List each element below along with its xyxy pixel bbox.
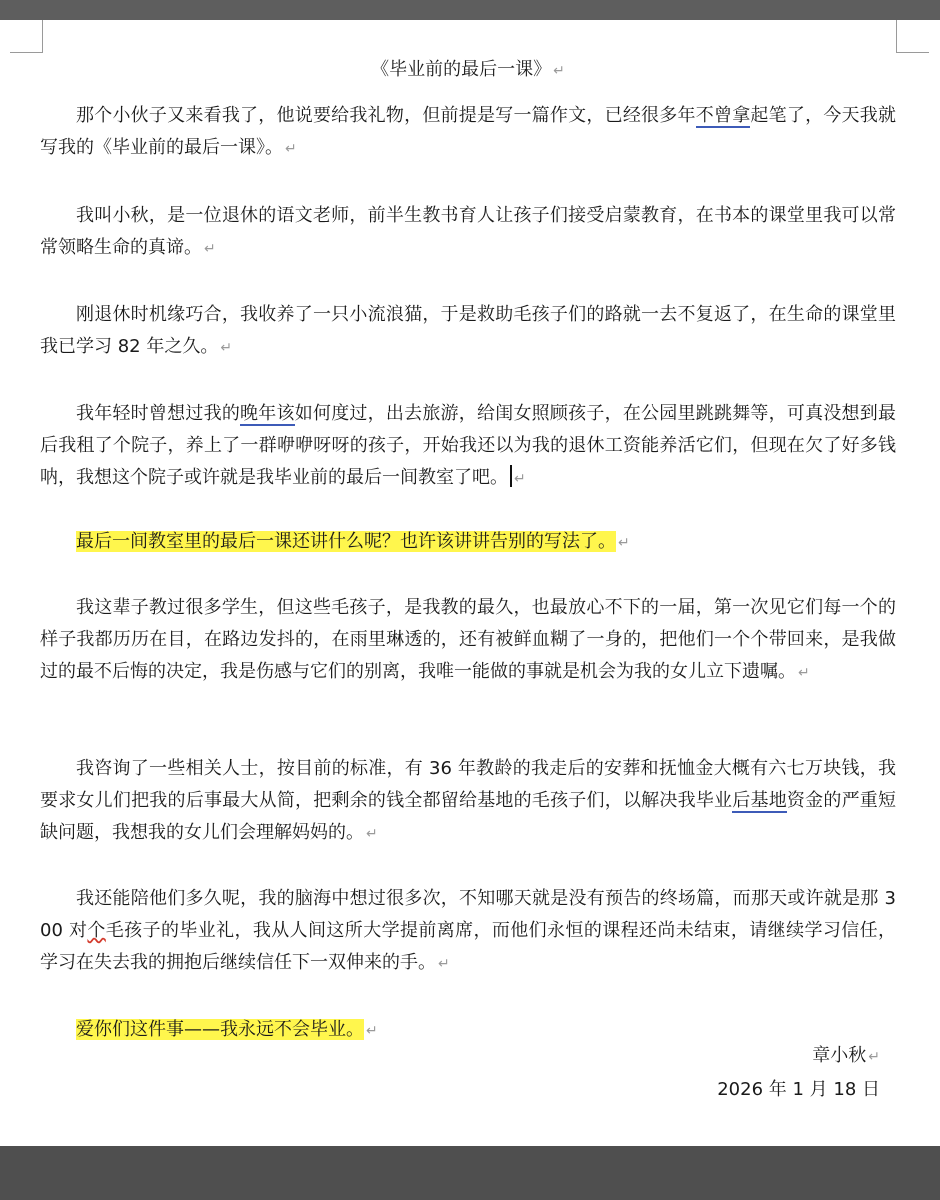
document-page[interactable]: [0, 20, 940, 1146]
highlighted-text[interactable]: 爱你们这件事——我永远不会毕业。: [76, 1019, 364, 1040]
paragraph-mark-icon: ↵: [204, 241, 216, 257]
grammar-underline[interactable]: 晚年该: [240, 403, 295, 424]
paragraph-6[interactable]: 我这辈子教过很多学生，但这些毛孩子，是我教的最久，也最放心不下的一届，第一次见它们每一个的样子我都历历在目，在路边发抖的，在雨里琳透的，还有被鲜血糊了一身的，把他们一个个带回来，是我做过的最不后悔的决定，我是伤感与它们的别离，我唯一能做的事就是机会为我的女儿立下遗嘱。 ↵: [40, 597, 896, 682]
paragraph-mark-icon: ↵: [285, 141, 297, 157]
paragraph-mark-icon: ↵: [798, 665, 810, 681]
margin-corner-mark-top-right: [896, 20, 929, 53]
paragraph-mark-icon: ↵: [553, 63, 565, 79]
text-cursor: [510, 465, 512, 487]
spelling-error-underline[interactable]: 个: [87, 920, 106, 941]
bottom-window-bar: [0, 1146, 940, 1200]
paragraph-mark-icon: ↵: [220, 340, 233, 356]
signature-name[interactable]: 章小秋 ↵: [812, 1045, 880, 1066]
paragraph-1[interactable]: 那个小伙子又来看我了，他说要给我礼物，但前提是写一篇作文，已经很多年不曾拿起笔了，今天我就写我的《毕业前的最后一课》。 ↵: [40, 105, 897, 158]
paragraph-mark-icon: ↵: [366, 826, 378, 842]
paragraph-4[interactable]: 我年轻时曾想过我的晚年该如何度过，出去旅游，给闺女照顾孩子，在公园里跳跳舞等，可真没想到最后我租了个院子，养上了一群咿咿呀呀的孩子，开始我还以为我的退休工资能养活它们，但现在欠了好多钱呐，我想这个院子或许就是我毕业前的最后一间教室了吧。 ↵: [40, 403, 897, 488]
document-title[interactable]: 《毕业前的最后一课》 ↵: [371, 59, 565, 80]
paragraph-7[interactable]: 我咨询了一些相关人士，按目前的标准，有 36 年教龄的我走后的安葬和抚恤金大概有六七万块钱，我要求女儿们把我的后事最大从简，把剩余的钱全都留给基地的毛孩子们，以解决我毕业后基地资金的严重短缺问题，我想我的女儿们会理解妈妈的。 ↵: [40, 758, 897, 843]
paragraph-5-highlighted[interactable]: [40, 526, 896, 559]
paragraph-2[interactable]: 我叫小秋，是一位退休的语文老师，前半生教书育人让孩子们接受启蒙教育，在书本的课堂里我可以常常领略生命的真谛。 ↵: [40, 205, 896, 258]
paragraph-3[interactable]: 刚退休时机缘巧合，我收养了一只小流浪猫，于是救助毛孩子们的路就一去不复返了，在生命的课堂里我已学习 82 年之久。 ↵: [40, 304, 896, 357]
margin-corner-mark-top-left: [10, 20, 43, 53]
grammar-underline[interactable]: 不曾拿: [695, 105, 751, 126]
paragraph-mark-icon: ↵: [366, 1023, 378, 1039]
paragraph-mark-icon: ↵: [618, 535, 630, 551]
grammar-underline[interactable]: 后基地: [732, 790, 787, 811]
paragraph-mark-icon: ↵: [514, 471, 526, 487]
paragraph-mark-icon: ↵: [868, 1049, 880, 1065]
top-window-bar: [0, 0, 940, 20]
signature-date[interactable]: 2026 年 1 月 18 日: [717, 1079, 880, 1100]
highlighted-text[interactable]: 最后一间教室里的最后一课还讲什么呢？也许该讲讲告别的写法了。: [76, 531, 616, 552]
paragraph-mark-icon: ↵: [438, 956, 450, 972]
paragraph-8[interactable]: 我还能陪他们多久呢，我的脑海中想过很多次，不知哪天就是没有预告的终场篇，而那天或许就是那 300 对个毛孩子的毕业礼，我从人间这所大学提前离席，而他们永恒的课程还尚未结束，请继续学习信任，学习在失去我的拥抱后继续信任下一双伸来的手。 ↵: [40, 888, 896, 973]
